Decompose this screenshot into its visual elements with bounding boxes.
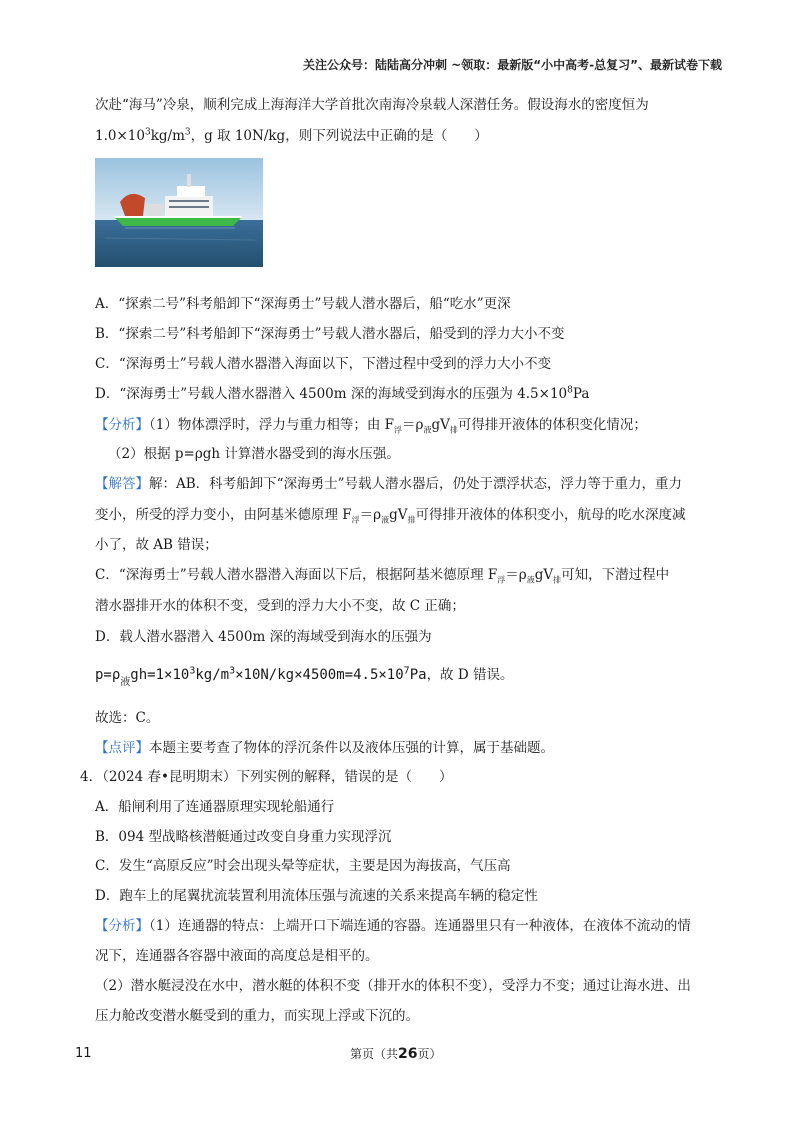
research-ship-image bbox=[95, 158, 263, 267]
page-count: 第页（共26页） bbox=[350, 1046, 442, 1062]
q4-option-c: C．发生“高原反应”时会出现头晕等症状，主要是因为海拔高，气压高 bbox=[95, 858, 511, 874]
page-number: 11 bbox=[75, 1046, 92, 1061]
q3-solution-line-1: 【解答】解：AB．科考船卸下“深海勇士”号载人潜水器后，仍处于漂浮状态，浮力等于重力，重力 bbox=[95, 476, 682, 492]
q3-option-d: D．“深海勇士”号载人潜水器潜入 4500m 深的海域受到海水的压强为 $4.5\times 10^8Pa$ bbox=[95, 385, 590, 402]
q4-stem: 4．（2024 春•昆明期末）下列实例的解释，错误的是（ ） bbox=[80, 769, 453, 785]
q4-analysis-line-2: 况下，连通器各容器中液面的高度总是相平的。 bbox=[95, 948, 379, 964]
q4-analysis-line-3: （2）潜水艇浸没在水中，潜水艇的体积不变（排开水的体积不变），受浮力不变；通过让海水进、出 bbox=[95, 978, 691, 994]
q4-option-b: B．094 型战略核潜艇通过改变自身重力实现浮沉 bbox=[95, 829, 392, 845]
page-header: 关注公众号：陆陆高分冲刺 ~领取：最新版“小中高考-总复习”、最新试卷下载 bbox=[303, 58, 722, 72]
q4-option-d: D．跑车上的尾翼扰流装置利用流体压强与流速的关系来提高车辆的稳定性 bbox=[95, 888, 538, 904]
q3-option-c: C．“深海勇士”号载人潜水器潜入海面以下，下潜过程中受到的浮力大小不变 bbox=[95, 356, 552, 372]
comment-tag: 【点评】 bbox=[95, 740, 149, 756]
q3-solution-line-2: 变小，所受的浮力变小，由阿基米德原理 $F_浮=\rho_液gV_排$可得排开液体的体积变小，航母的吃水深度减 bbox=[95, 507, 686, 525]
solution-tag: 【解答】 bbox=[95, 476, 149, 492]
q3-solution-line-7: 故选：C。 bbox=[95, 710, 160, 726]
pressure-formula: $p=\rho_液gh=1\times 10^3kg/m^3\times 10N/kg\times 4500m=4.5\times 10^7Pa$，故 D 错误。 bbox=[95, 665, 514, 688]
analysis-tag: 【分析】 bbox=[95, 918, 149, 934]
q4-analysis-line-1: 【分析】（1）连通器的特点：上端开口下端连通的容器。连通器里只有一种液体，在液体不流动的情 bbox=[95, 918, 691, 934]
q3-solution-line-6: D．载人潜水器潜入 4500m 深的海域受到海水的压强为 bbox=[95, 629, 432, 645]
q4-option-a: A．船闸利用了连通器原理实现轮船通行 bbox=[95, 799, 335, 815]
q3-solution-line-3: 小了，故 AB 错误； bbox=[95, 537, 218, 553]
intro-line-1: 次赴“海马”冷泉，顺利完成上海海洋大学首批次南海冷泉载人深潜任务。假设海水的密度恒为 bbox=[95, 97, 649, 113]
q3-comment: 【点评】本题主要考查了物体的浮沉条件以及液体压强的计算，属于基础题。 bbox=[95, 740, 554, 756]
intro-line-2: $1.0\times 10^3kg/m^3$，g 取 10N/kg，则下列说法中正确的是（ ） bbox=[95, 127, 488, 144]
q3-option-b: B．“探索二号”科考船卸下“深海勇士”号载人潜水器后，船受到的浮力大小不变 bbox=[95, 326, 565, 342]
q3-analysis-line-2: （2）根据 p=ρgh 计算潜水器受到的海水压强。 bbox=[108, 446, 400, 462]
q3-solution-line-4: C．“深海勇士”号载人潜水器潜入海面以下后，根据阿基米德原理 $F_浮=\rho_液gV_排$可知，下潜过程中 bbox=[95, 567, 670, 585]
q3-option-a: A．“探索二号”科考船卸下“深海勇士”号载人潜水器后，船“吃水”更深 bbox=[95, 296, 511, 312]
analysis-tag: 【分析】 bbox=[95, 417, 149, 433]
q3-solution-line-5: 潜水器排开水的体积不变，受到的浮力大小不变，故 C 正确； bbox=[95, 598, 465, 614]
q4-analysis-line-4: 压力舱改变潜水艇受到的重力，而实现上浮或下沉的。 bbox=[95, 1008, 419, 1024]
q3-analysis-line-1: 【分析】（1）物体漂浮时，浮力与重力相等；由 $F_浮=\rho_液gV_排$可得排开液体的体积变化情况； bbox=[95, 417, 647, 435]
